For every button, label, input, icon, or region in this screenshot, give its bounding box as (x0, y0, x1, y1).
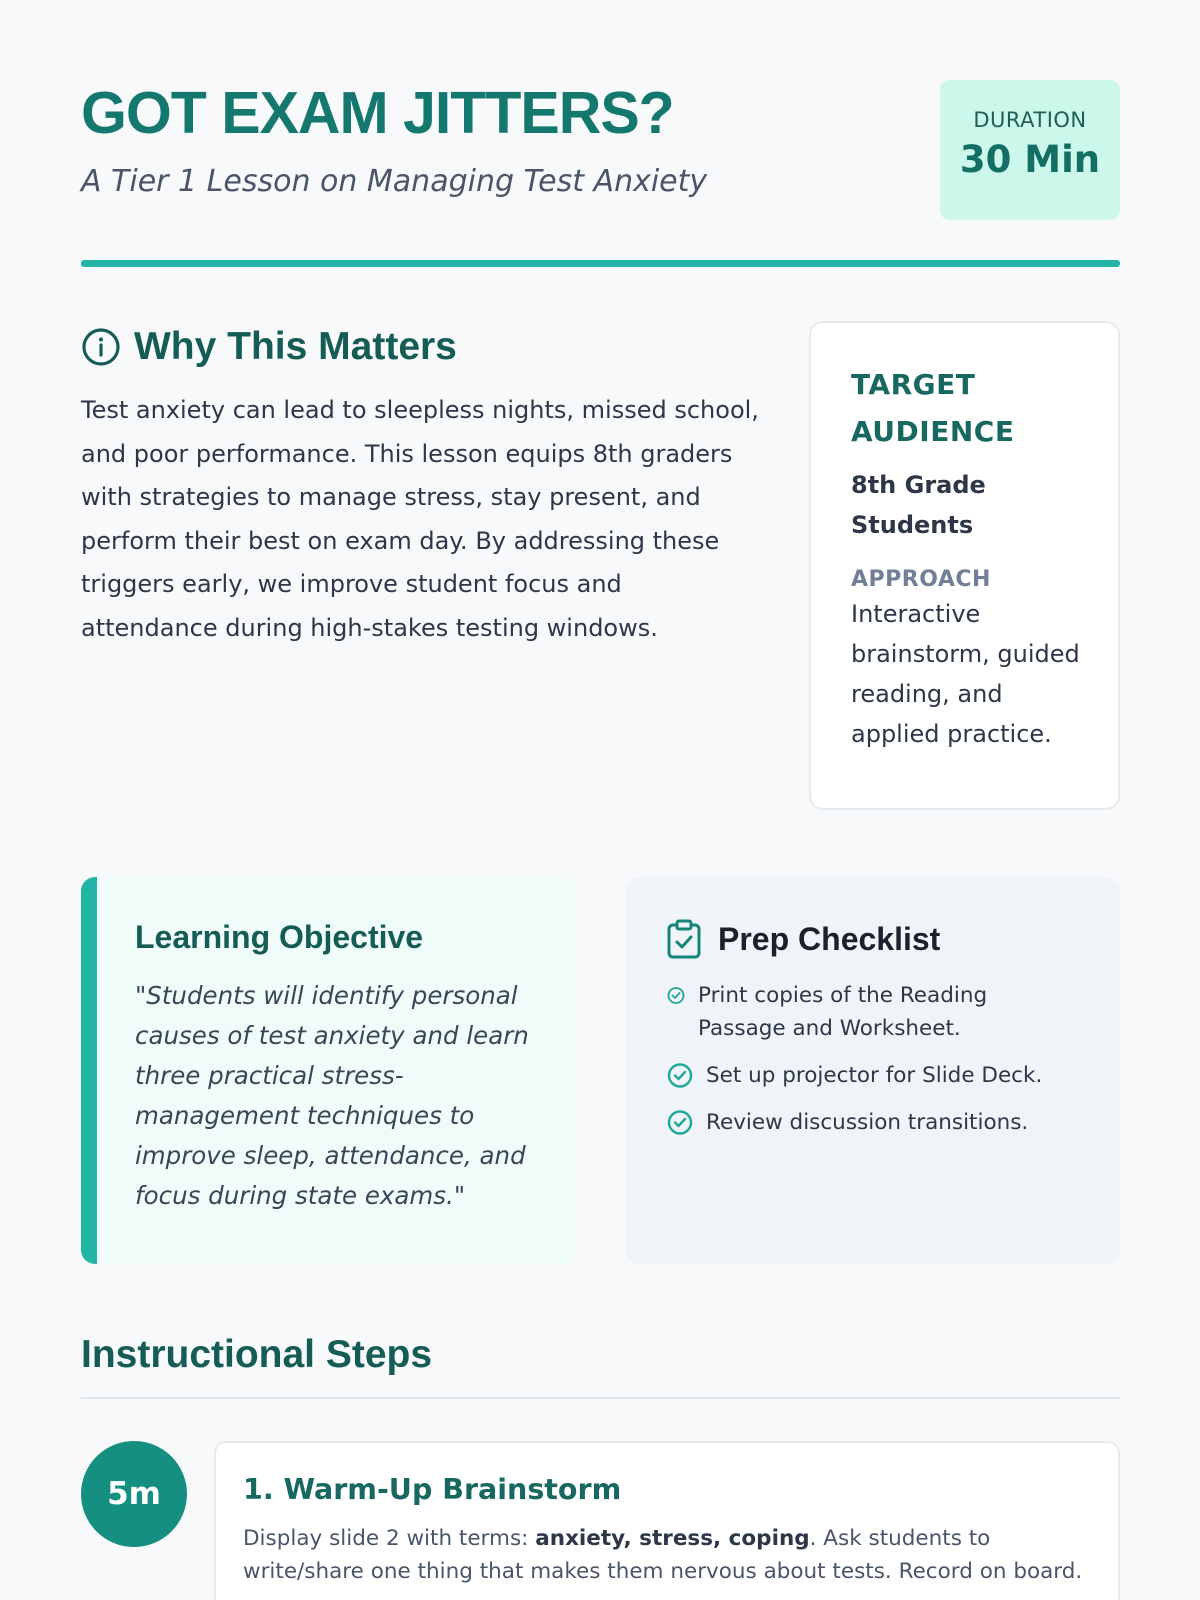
checklist-item (666, 1059, 1080, 1092)
step-duration-badge: 5m (81, 1441, 187, 1547)
approach-value: Interactive brainstorm, guided reading, and applied practice. (851, 600, 1080, 748)
learning-objective-card (81, 877, 575, 1264)
step-desc-part: Display slide 2 with terms: (243, 1526, 536, 1551)
step-description (243, 1522, 1090, 1588)
info-circle-icon (81, 327, 121, 367)
instructional-steps-heading: Instructional Steps (81, 1333, 433, 1376)
checklist-heading: Prep Checklist (718, 920, 941, 957)
checklist-item (666, 979, 1080, 1045)
checklist-item (666, 1106, 1080, 1139)
check-circle-icon (666, 1106, 694, 1139)
clipboard-check-icon (666, 919, 702, 959)
objective-quote: "Students will identify personal causes of test anxiety and learn three practical stress-management techniques to improve sleep, attendance, and focus during state exams." (135, 981, 529, 1210)
why-heading: Why This Matters (134, 325, 457, 368)
steps-divider (81, 1397, 1120, 1399)
duration-label: DURATION (973, 108, 1087, 132)
checklist-item-text: Set up projector for Slide Deck. (706, 1063, 1043, 1088)
step-desc-part: . Ask students to write/share one thing that makes them nervous about tests. Record on board. (243, 1526, 1083, 1584)
target-audience-value: 8th Grade Students (851, 471, 986, 539)
step-desc-keywords: anxiety, stress, coping (535, 1526, 810, 1551)
why-this-matters-section (81, 322, 761, 650)
prep-checklist-card (626, 877, 1120, 1264)
objective-accent-bar (81, 877, 97, 1264)
why-heading-row (81, 322, 761, 372)
check-circle-icon (666, 979, 686, 1012)
step-card (214, 1441, 1120, 1600)
why-body-text: Test anxiety can lead to sleepless nights, missed school, and poor performance. This lesson equips 8th graders with strategies to manage stress, stay present, and perform their best on exam day. By addressing these triggers early, we improve student focus and attendance during high-stakes testing windows. (81, 396, 759, 642)
duration-badge (940, 80, 1120, 220)
checklist-item-text: Review discussion transitions. (706, 1110, 1029, 1135)
check-circle-icon (666, 1059, 694, 1092)
page-title: GOT EXAM JITTERS? (81, 80, 674, 146)
checklist-heading-row (666, 919, 1080, 959)
approach-label: APPROACH (851, 567, 991, 592)
lesson-header (81, 80, 1120, 270)
audience-card (809, 321, 1120, 810)
target-audience-label: TARGET AUDIENCE (851, 368, 1015, 448)
step-title: 1. Warm-Up Brainstorm (243, 1473, 622, 1506)
page-subtitle: A Tier 1 Lesson on Managing Test Anxiety (81, 164, 708, 199)
checklist-items (666, 979, 1080, 1139)
duration-value: 30 Min (959, 138, 1101, 181)
header-divider (81, 260, 1120, 267)
objective-heading: Learning Objective (135, 919, 424, 955)
checklist-item-text: Print copies of the Reading Passage and Worksheet. (698, 983, 988, 1041)
